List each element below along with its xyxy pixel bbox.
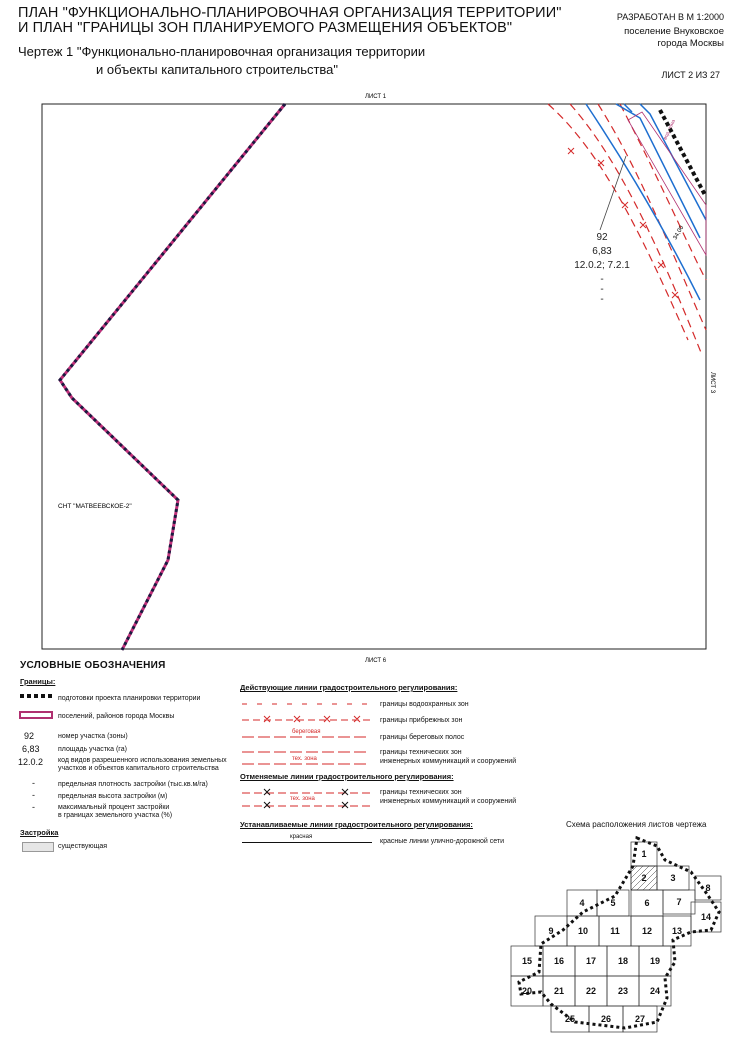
legend-b2: поселений, районов города Москвы bbox=[58, 713, 175, 720]
legend-b1: подготовки проекта планировки территории bbox=[58, 695, 201, 702]
scheme-sheet-label: 3 bbox=[670, 873, 676, 883]
scheme-sheet-label: 11 bbox=[610, 926, 620, 936]
parcel-percent: - bbox=[600, 294, 604, 305]
legend-n3a: код видов разрешенного использования земельных bbox=[58, 757, 227, 764]
legend-n3-symbol: 12.0.2 bbox=[18, 757, 44, 767]
scheme-sheet-label: 14 bbox=[700, 912, 712, 922]
zone-cross-marks bbox=[568, 148, 678, 298]
legend-n1-symbol: 92 bbox=[24, 731, 35, 741]
scheme-title: Схема расположения листов чертежа bbox=[566, 820, 707, 829]
scheme-sheet-label: 18 bbox=[617, 956, 629, 966]
scheme-sheet-label: 22 bbox=[585, 986, 597, 996]
legend-title: УСЛОВНЫЕ ОБОЗНАЧЕНИЯ bbox=[20, 660, 166, 671]
legend-a4-tag: тех. зона bbox=[292, 756, 317, 762]
scheme-sheet-label: 4 bbox=[579, 898, 585, 908]
sheet-scheme bbox=[505, 832, 745, 1044]
parcel-height: - bbox=[600, 284, 604, 295]
legend-established-heading: Устанавливаемые линии градостроительного регулирования: bbox=[240, 820, 473, 829]
subtitle-line-1: Чертеж 1 "Функционально-планировочная организация территории bbox=[18, 44, 426, 59]
scheme-sheet-label: 1 bbox=[641, 849, 647, 859]
parcel-density: - bbox=[600, 274, 604, 285]
scheme-sheet-label: 27 bbox=[634, 1014, 646, 1024]
legend-boundaries-heading: Границы: bbox=[20, 677, 56, 686]
scheme-sheet-label: 26 bbox=[600, 1014, 612, 1024]
scheme-sheet-label: 9 bbox=[548, 926, 554, 936]
scheme-sheet-label: 24 bbox=[649, 986, 661, 996]
legend-build-heading: Застройка bbox=[20, 828, 59, 837]
scheme-sheet-label: 16 bbox=[553, 956, 565, 966]
scheme-sheet-label: 15 bbox=[521, 956, 533, 966]
parcel-number: 92 bbox=[596, 232, 608, 243]
scheme-sheet-label: 5 bbox=[610, 898, 616, 908]
legend-active-heading: Действующие линии градостроительного регулирования: bbox=[240, 683, 458, 692]
legend-a3-tag: береговая bbox=[292, 729, 321, 735]
scheme-sheet-label: 17 bbox=[585, 956, 597, 966]
legend-n5: предельная высота застройки (м) bbox=[58, 793, 168, 800]
scheme-grid bbox=[511, 842, 721, 1032]
legend-boundary-symbols bbox=[18, 688, 58, 728]
project-boundary-left bbox=[60, 104, 285, 650]
scheme-sheet-label: 23 bbox=[617, 986, 629, 996]
legend-n3b: участков и объектов капитального строительства bbox=[58, 765, 219, 772]
scheme-sheet-label: 21 bbox=[553, 986, 565, 996]
scheme-sheet-label: 10 bbox=[577, 926, 589, 936]
label-sheet-bottom: ЛИСТ 6 bbox=[365, 658, 387, 664]
label-sheet-top: ЛИСТ 1 bbox=[365, 94, 387, 100]
legend-c1-tag: тех. зона bbox=[290, 796, 315, 802]
snt-label: СНТ "МАТВЕЕВСКОЕ-2" bbox=[58, 503, 132, 510]
parcel-leader bbox=[600, 156, 626, 230]
scheme-sheet-label: 6 bbox=[644, 898, 650, 908]
legend-n4-symbol: - bbox=[32, 778, 35, 788]
scheme-sheet-label: 20 bbox=[521, 986, 533, 996]
parcel-info bbox=[574, 232, 630, 305]
road-width-label: 34,00 bbox=[672, 224, 686, 241]
existing-building-symbol bbox=[22, 842, 54, 852]
title-line-2: И ПЛАН "ГРАНИЦЫ ЗОН ПЛАНИРУЕМОГО РАЗМЕЩЕНИЯ ОБЪЕКТОВ" bbox=[18, 20, 513, 36]
subtitle-line-2: и объекты капитального строительства" bbox=[96, 62, 339, 77]
legend-cancelled-heading: Отменяемые линии градостроительного регулирования: bbox=[240, 772, 454, 781]
scheme-sheet-label: 7 bbox=[676, 897, 682, 907]
place-line-2: города Москвы bbox=[657, 38, 724, 49]
legend-a2: границы прибрежных зон bbox=[380, 717, 463, 724]
label-sheet-right: ЛИСТ 3 bbox=[709, 372, 715, 394]
scheme-sheet-label: 8 bbox=[705, 883, 711, 893]
legend-e1: красные линии улично-дорожной сети bbox=[380, 838, 505, 845]
legend-e1-tag: красная bbox=[290, 834, 313, 840]
legend-c1a: границы технических зон bbox=[380, 789, 462, 796]
scheme-sheet-label: 13 bbox=[671, 926, 683, 936]
scheme-sheet-label: 2 bbox=[641, 873, 647, 883]
parcel-area: 6,83 bbox=[592, 246, 612, 257]
scale-label: РАЗРАБОТАН В М 1:2000 bbox=[616, 12, 724, 22]
sheet-number: ЛИСТ 2 ИЗ 27 bbox=[661, 70, 720, 80]
place-line-1: поселение Внуковское bbox=[624, 26, 724, 37]
legend-c1b: инженерных коммуникаций и сооружений bbox=[380, 798, 517, 805]
scheme-sheet-label: 12 bbox=[641, 926, 653, 936]
legend-n1: номер участка (зоны) bbox=[58, 733, 128, 740]
legend-n4: предельная плотность застройки (тыс.кв.м/га) bbox=[58, 781, 208, 788]
scheme-sheet-label: 25 bbox=[564, 1014, 576, 1024]
legend-a3: границы береговых полос bbox=[380, 734, 465, 741]
scheme-sheet-label: 19 bbox=[649, 956, 661, 966]
legend-a4b: инженерных коммуникаций и сооружений bbox=[380, 758, 517, 765]
settlement-boundary-symbol bbox=[20, 712, 52, 718]
legend-a4a: границы технических зон bbox=[380, 749, 462, 756]
legend-n5-symbol: - bbox=[32, 790, 35, 800]
legend-build1: существующая bbox=[58, 843, 108, 850]
legend-n2: площадь участка (га) bbox=[58, 746, 127, 753]
water-zone-label: вод. зона bbox=[662, 118, 677, 141]
title-line-1: ПЛАН "ФУНКЦИОНАЛЬНО-ПЛАНИРОВОЧНАЯ ОРГАНИЗАЦИЯ ТЕРРИТОРИИ" bbox=[18, 5, 562, 21]
legend-n6a: максимальный процент застройки bbox=[58, 804, 170, 811]
map-frame bbox=[42, 104, 706, 649]
legend-n6-symbol: - bbox=[32, 802, 35, 812]
parcel-codes: 12.0.2; 7.2.1 bbox=[574, 260, 630, 271]
red-line-symbol bbox=[242, 842, 372, 843]
legend-a1: границы водоохранных зон bbox=[380, 701, 469, 708]
legend-n6b: в границах земельного участка (%) bbox=[58, 812, 173, 819]
project-boundary-right bbox=[660, 110, 705, 195]
legend-n2-symbol: 6,83 bbox=[22, 744, 40, 754]
